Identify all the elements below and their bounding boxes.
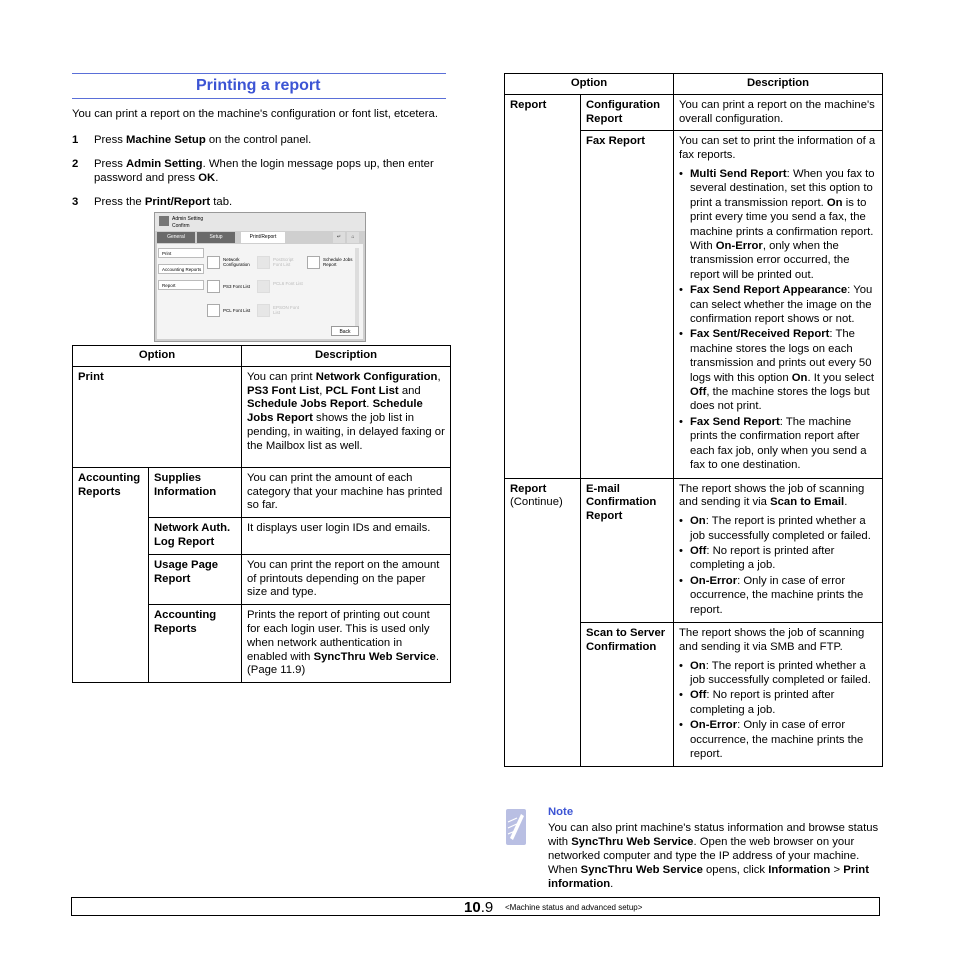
list-item: • On: The report is printed whether a job successfully completed or failed. [679, 659, 877, 688]
table-row [505, 94, 883, 131]
tab-print-report[interactable]: Print/Report [241, 232, 285, 243]
step-number: 2 [72, 158, 79, 170]
option-description: The report shows the job of scanning and sending it via Scan to Email. • On: The report is printed whether a job successfully completed or failed. • Off: No report is printed after completing a job. • On-Error: Only in case of error occurrence, the machine prints the report. [674, 478, 883, 622]
option-label: Report [510, 98, 547, 111]
page-footer [71, 897, 880, 916]
item-label: PostScript Font List [273, 257, 294, 267]
item-label: PCL6 Font List [273, 281, 303, 286]
back-button[interactable]: Back [331, 326, 359, 336]
table-header-row [73, 346, 451, 367]
option-description: The report shows the job of scanning and sending it via SMB and FTP. • On: The report is printed whether a job successfully completed or failed. • Off: No report is printed after completing a job. • On-Error: Only in case of error occurrence, the machine prints the report. [674, 622, 883, 766]
step-text: Press Admin Setting. When the login message pops up, then enter password and press OK. [94, 158, 434, 184]
table-row [505, 478, 883, 622]
bullet-list [679, 514, 877, 617]
section-title-bar [72, 73, 446, 99]
option-description: You can print a report on the machine's overall configuration. [674, 94, 883, 131]
return-icon[interactable]: ↵ [333, 232, 345, 243]
option-description: You can print Network Configuration, PS3 Font List, PCL Font List and Schedule Jobs Report. Schedule Jobs Report shows the job list in pending, in waiting, in delayed faxing or the Mailbox list as well. [242, 366, 451, 467]
sub-option-label: Accounting Reports [154, 609, 217, 635]
option-description: Prints the report of printing out count for each login user. This is used only when network authentication in enabled with SyncThru Web Service. (Page 11.9) [242, 605, 451, 683]
list-item: • On: The report is printed whether a job successfully completed or failed. [679, 514, 877, 543]
intro-text: You can print a report on the machine's configuration or font list, etcetera. [72, 108, 438, 120]
list-item: • Off: No report is printed after completing a job. [679, 544, 877, 573]
item-label: PS3 Font List [223, 284, 251, 289]
step-text: Press the Print/Report tab. [94, 196, 233, 208]
step-number: 3 [72, 196, 79, 208]
postscript-checkbox [257, 256, 270, 269]
table-header-row [505, 74, 883, 95]
sub-option-label: Usage Page Report [154, 558, 219, 585]
admin-icon [159, 216, 169, 226]
side-report[interactable]: Report [158, 280, 204, 290]
screen-panel [157, 244, 363, 339]
option-label: Report [510, 482, 547, 495]
pcl-checkbox[interactable] [207, 304, 220, 317]
side-print[interactable]: Print [158, 248, 204, 258]
column-header: Description [242, 346, 451, 367]
schedule-jobs-checkbox[interactable] [307, 256, 320, 269]
option-description: You can print the report on the amount of printouts depending on the paper size and type. [242, 554, 451, 604]
item-label: Schedule Jobs Report [323, 257, 353, 267]
sub-option-label: Fax Report [586, 135, 646, 148]
option-description: It displays user login IDs and emails. [242, 518, 451, 555]
list-item: • Fax Send Report: The machine prints the confirmation report after each fax job, only when you send a fax to one destination. [679, 415, 877, 473]
table-row [73, 467, 451, 517]
list-item: • On-Error: Only in case of error occurrence, the machine prints the report. [679, 718, 877, 761]
step-text: Press Machine Setup on the control panel. [94, 134, 312, 146]
page-title: Printing a report [196, 77, 321, 94]
item-label: Network Configuration [223, 257, 250, 267]
sub-option-label: Configuration Report [586, 98, 661, 125]
control-panel-screenshot [154, 212, 366, 342]
sub-option-label: Network Auth. Log Report [154, 522, 231, 548]
item-label: PCL Font List [223, 308, 251, 313]
item-label: EPSON Font List [273, 305, 300, 315]
sub-option-label: Scan to Server Confirmation [586, 626, 666, 653]
list-item: • Off: No report is printed after completing a job. [679, 688, 877, 717]
scrollbar[interactable] [355, 248, 359, 334]
continue-label: (Continue) [510, 496, 563, 509]
bullet-list [679, 659, 877, 762]
option-label: Print [78, 370, 104, 383]
side-accounting-reports[interactable]: Accounting Reports [158, 264, 204, 274]
screen-tabs [157, 232, 363, 244]
screen-subtitle: Confirm [172, 223, 190, 229]
list-item: • On-Error: Only in case of error occurrence, the machine prints the report. [679, 574, 877, 617]
ps3-checkbox[interactable] [207, 280, 220, 293]
table-row [73, 366, 451, 467]
home-icon[interactable]: ⌂ [347, 232, 359, 243]
screen-title: Admin Setting [172, 216, 204, 222]
list-item: • Fax Sent/Received Report: The machine stores the logs on each transmission and prints out every 50 logs with this option On. It you select Off, the machine stores the logs but does not print. [679, 327, 877, 413]
epson-checkbox [257, 304, 270, 317]
bullet-list [679, 167, 877, 473]
step-number: 1 [72, 134, 79, 146]
note-heading: Note [548, 806, 574, 818]
screen-header [155, 213, 365, 231]
note-text: You can also print machine's status information and browse status with SyncThru Web Service. Open the web browser on your networked computer and type the IP address of your machine. When SyncThru Web Service opens, click Information > Print information. [548, 822, 879, 890]
chapter-label: <Machine status and advanced setup> [505, 903, 643, 912]
left-options-table [72, 345, 451, 683]
column-header: Option [73, 346, 242, 367]
note-box [548, 805, 884, 891]
option-label: Accounting Reports [78, 471, 141, 498]
network-config-checkbox[interactable] [207, 256, 220, 269]
list-item: • Fax Send Report Appearance: You can select whether the image on the confirmation report shows or not. [679, 283, 877, 326]
sub-option-label: Supplies Information [154, 471, 217, 498]
list-item: • Multi Send Report: When you fax to several destination, set this option to print a transmission report. On is to print every time you send a fax, the machine prints a confirmation report. With On-Error, only when the transmission error occurred, the report will be printed out. [679, 167, 877, 282]
right-options-table [504, 73, 883, 767]
note-icon [505, 808, 527, 846]
pcl6-checkbox [257, 280, 270, 293]
option-description: You can print the amount of each category that your machine has printed so far. [242, 467, 451, 517]
tab-setup[interactable]: Setup [197, 232, 235, 243]
column-header: Option [505, 74, 674, 95]
page-number: 10.9 [464, 899, 494, 916]
sub-option-label: E-mail Confirmation Report [586, 482, 657, 523]
tab-general[interactable]: General [157, 232, 195, 243]
column-header: Description [674, 74, 883, 95]
option-description: You can set to print the information of a fax reports. • Multi Send Report: When you fax to several destination, set this option to print a transmission report. On is to print every time you send a fax, the machine prints a confirmation report. With On-Error, only when the transmission error occurred, the report will be printed out. • Fax Send Report Appearance: You can select whether the image on the confirmation report shows or not. • Fax Sent/Received Report: The machine stores the logs on each transmission and prints out every 50 logs with this option On. It you select Off, the machine stores the logs but does not print. • Fax Send Report: The machine prints the confirmation report after each fax job, only when you send a fax to one destination. [674, 131, 883, 478]
